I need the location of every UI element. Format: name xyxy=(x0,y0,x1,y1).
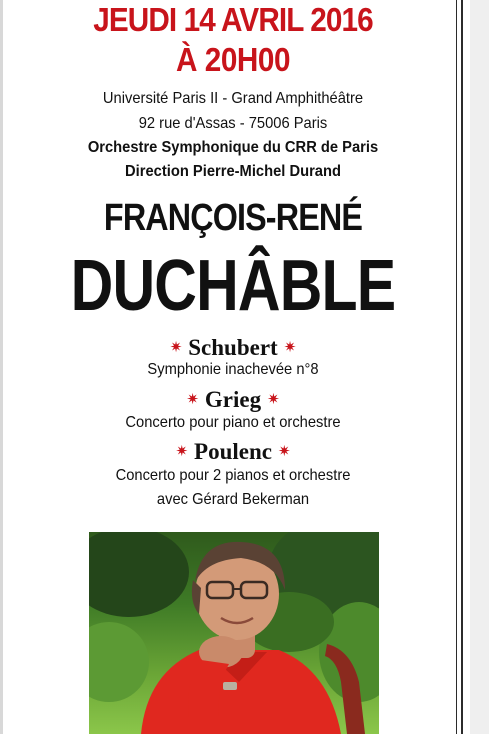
star-icon: ✷ xyxy=(186,390,199,408)
star-icon: ✷ xyxy=(267,390,280,408)
composer-name: Poulenc xyxy=(194,439,272,464)
work-title: Concerto pour 2 pianos et orchestre xyxy=(115,467,351,484)
star-icon: ✷ xyxy=(277,442,291,460)
venue-name: Université Paris II - Grand Amphithéâtre xyxy=(102,90,364,107)
right-margin-band xyxy=(470,0,489,734)
performer-last-name: DUCHÂBLE xyxy=(70,246,396,326)
star-icon: ✷ xyxy=(283,338,297,356)
conductor: Direction Pierre-Michel Durand xyxy=(125,163,341,180)
work-title: Concerto pour piano et orchestre xyxy=(125,414,341,431)
portrait-illustration xyxy=(89,532,379,734)
right-border-line xyxy=(456,0,457,734)
composer-name: Schubert xyxy=(188,335,278,360)
concert-time: À 20H00 xyxy=(175,41,291,78)
composer-grieg xyxy=(0,386,466,413)
right-border-line-inner xyxy=(461,0,463,734)
star-icon: ✷ xyxy=(169,338,183,356)
work-title: Symphonie inachevée n°8 xyxy=(147,361,319,378)
composer-name: Grieg xyxy=(204,387,262,412)
composer-poulenc xyxy=(0,438,466,465)
composer-schubert xyxy=(0,334,466,361)
venue-address: 92 rue d'Assas - 75006 Paris xyxy=(138,115,328,132)
pianist-photo xyxy=(89,532,379,734)
star-icon: ✷ xyxy=(175,442,189,460)
guest-performer: avec Gérard Bekerman xyxy=(156,491,310,508)
performer-first-name: FRANÇOIS-RENÉ xyxy=(103,197,363,239)
concert-date: JEUDI 14 AVRIL 2016 xyxy=(93,1,373,38)
orchestra-name: Orchestre Symphonique du CRR de Paris xyxy=(87,139,379,156)
